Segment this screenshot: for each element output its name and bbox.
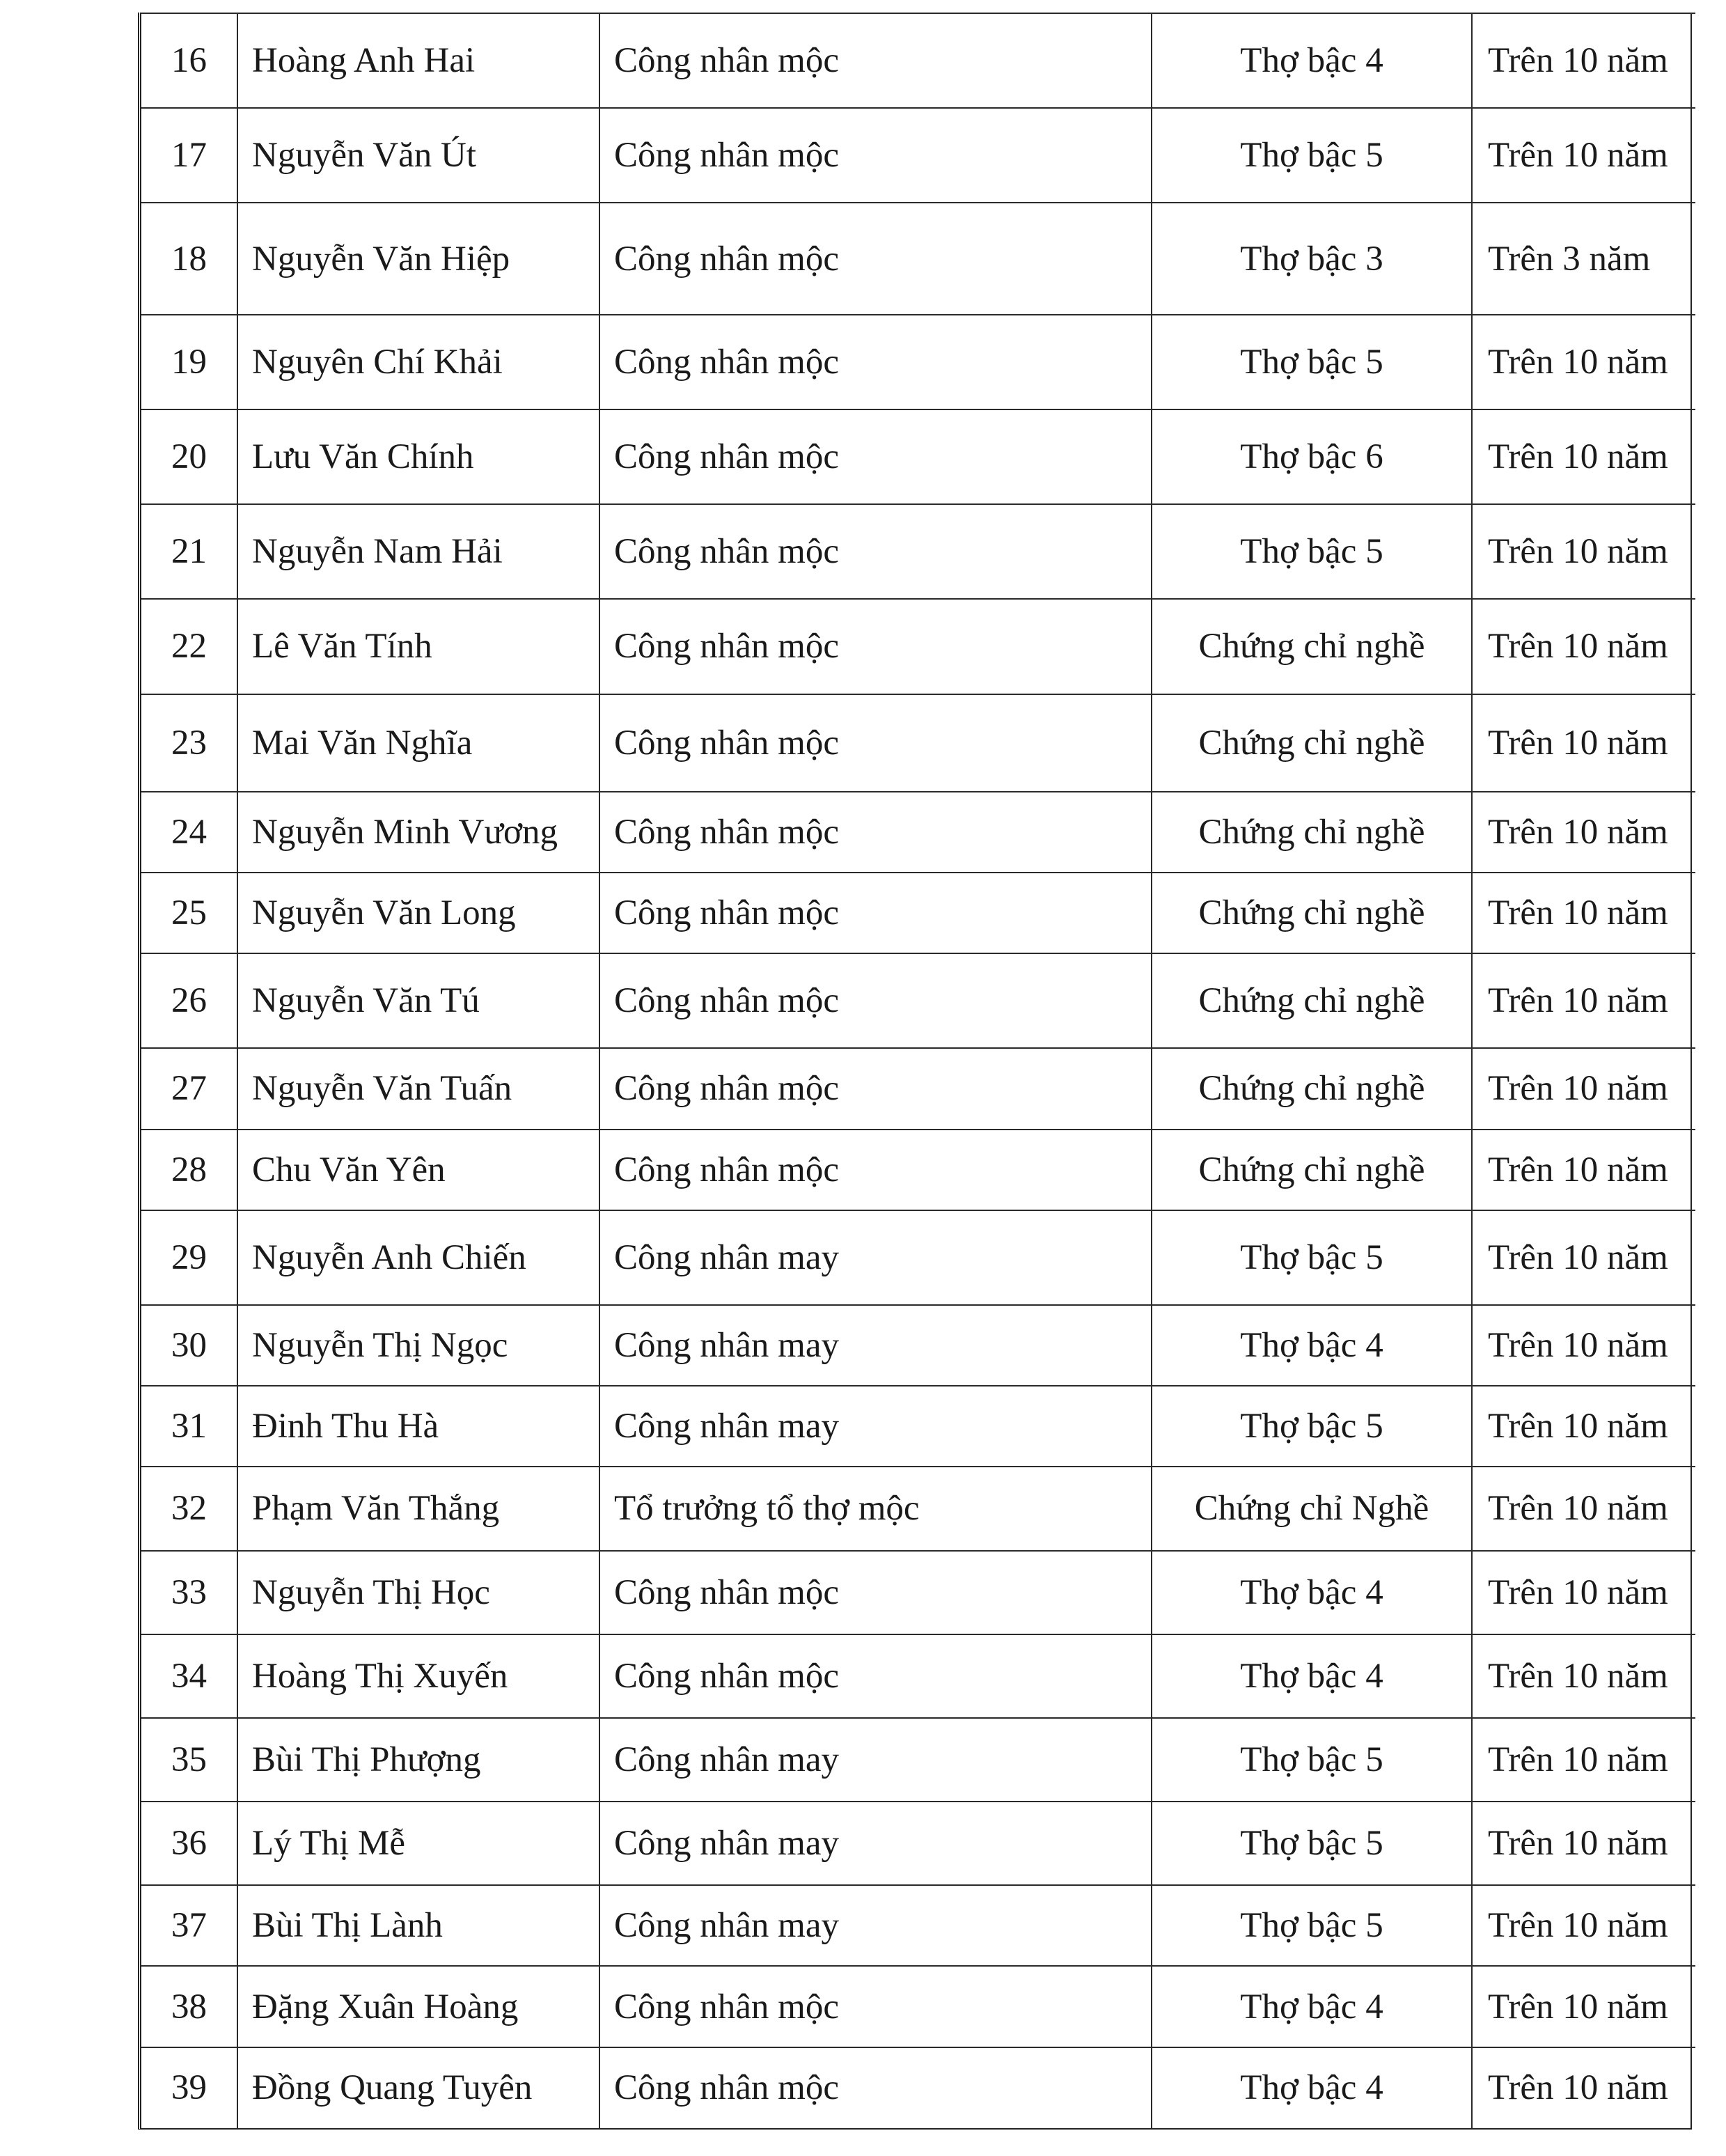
row-number-cell: 17 (141, 108, 237, 203)
table-row (141, 13, 1695, 108)
experience-cell: Trên 10 năm (1472, 1048, 1695, 1129)
experience-cell: Trên 10 năm (1472, 1305, 1695, 1386)
employee-name-cell: Nguyễn Thị Học (237, 1551, 599, 1634)
skill-level-cell: Thợ bậc 4 (1152, 1966, 1472, 2047)
job-title-cell: Công nhân mộc (599, 203, 1152, 314)
skill-level-cell: Thợ bậc 3 (1152, 203, 1472, 314)
row-number-cell: 27 (141, 1048, 237, 1129)
row-number-cell: 38 (141, 1966, 237, 2047)
job-title-cell: Công nhân mộc (599, 2047, 1152, 2128)
row-number-cell: 19 (141, 315, 237, 409)
table-row (141, 1048, 1695, 1129)
skill-level-cell: Thợ bậc 5 (1152, 1802, 1472, 1885)
job-title-cell: Công nhân mộc (599, 792, 1152, 873)
table-row (141, 1885, 1695, 1966)
employee-name-cell: Lưu Văn Chính (237, 409, 599, 504)
table-row (141, 1305, 1695, 1386)
job-title-cell: Công nhân may (599, 1386, 1152, 1467)
row-number-cell: 25 (141, 873, 237, 953)
table-row (141, 315, 1695, 409)
experience-cell: Trên 3 năm (1472, 203, 1695, 314)
skill-level-cell: Thợ bậc 5 (1152, 108, 1472, 203)
row-number-cell: 21 (141, 504, 237, 599)
job-title-cell: Công nhân may (599, 1305, 1152, 1386)
row-number-cell: 28 (141, 1130, 237, 1210)
skill-level-cell: Chứng chỉ nghề (1152, 792, 1472, 873)
job-title-cell: Công nhân mộc (599, 1048, 1152, 1129)
experience-cell: Trên 10 năm (1472, 694, 1695, 792)
row-number-cell: 26 (141, 953, 237, 1048)
employee-name-cell: Bùi Thị Lành (237, 1885, 599, 1966)
job-title-cell: Công nhân may (599, 1885, 1152, 1966)
job-title-cell: Công nhân mộc (599, 108, 1152, 203)
table-row (141, 792, 1695, 873)
job-title-cell: Công nhân may (599, 1210, 1152, 1305)
row-number-cell: 31 (141, 1386, 237, 1467)
job-title-cell: Công nhân mộc (599, 1634, 1152, 1718)
experience-cell: Trên 10 năm (1472, 1885, 1695, 1966)
table-row (141, 873, 1695, 953)
job-title-cell: Công nhân mộc (599, 1966, 1152, 2047)
table-row (141, 1210, 1695, 1305)
table-row (141, 599, 1695, 694)
row-number-cell: 23 (141, 694, 237, 792)
table-row (141, 203, 1695, 314)
row-number-cell: 30 (141, 1305, 237, 1386)
table-row (141, 409, 1695, 504)
experience-cell: Trên 10 năm (1472, 1210, 1695, 1305)
employee-name-cell: Hoàng Thị Xuyến (237, 1634, 599, 1718)
employee-name-cell: Nguyễn Anh Chiến (237, 1210, 599, 1305)
row-number-cell: 34 (141, 1634, 237, 1718)
experience-cell: Trên 10 năm (1472, 1551, 1695, 1634)
row-number-cell: 22 (141, 599, 237, 694)
job-title-cell: Công nhân mộc (599, 599, 1152, 694)
skill-level-cell: Thợ bậc 5 (1152, 1386, 1472, 1467)
experience-cell: Trên 10 năm (1472, 1966, 1695, 2047)
experience-cell: Trên 10 năm (1472, 873, 1695, 953)
skill-level-cell: Thợ bậc 4 (1152, 1305, 1472, 1386)
row-number-cell: 24 (141, 792, 237, 873)
employee-name-cell: Hoàng Anh Hai (237, 13, 599, 108)
row-number-cell: 18 (141, 203, 237, 314)
experience-cell: Trên 10 năm (1472, 504, 1695, 599)
table-row (141, 1386, 1695, 1467)
experience-cell: Trên 10 năm (1472, 1802, 1695, 1885)
job-title-cell: Công nhân mộc (599, 953, 1152, 1048)
row-number-cell: 36 (141, 1802, 237, 1885)
job-title-cell: Công nhân mộc (599, 13, 1152, 108)
row-number-cell: 32 (141, 1467, 237, 1550)
table-row (141, 1467, 1695, 1550)
table-row (141, 1966, 1695, 2047)
job-title-cell: Công nhân mộc (599, 1551, 1152, 1634)
employee-name-cell: Chu Văn Yên (237, 1130, 599, 1210)
experience-cell: Trên 10 năm (1472, 1634, 1695, 1718)
table-row (141, 953, 1695, 1048)
experience-cell: Trên 10 năm (1472, 1130, 1695, 1210)
experience-cell: Trên 10 năm (1472, 1467, 1695, 1550)
skill-level-cell: Chứng chỉ nghề (1152, 873, 1472, 953)
row-number-cell: 20 (141, 409, 237, 504)
job-title-cell: Công nhân mộc (599, 1130, 1152, 1210)
skill-level-cell: Chứng chỉ nghề (1152, 953, 1472, 1048)
staff-table-body (141, 13, 1695, 2128)
employee-name-cell: Mai Văn Nghĩa (237, 694, 599, 792)
skill-level-cell: Thợ bậc 5 (1152, 504, 1472, 599)
job-title-cell: Tổ trưởng tổ thợ mộc (599, 1467, 1152, 1550)
document-page (138, 13, 1692, 2130)
table-row (141, 1130, 1695, 1210)
job-title-cell: Công nhân may (599, 1802, 1152, 1885)
employee-name-cell: Nguyên Chí Khải (237, 315, 599, 409)
employee-name-cell: Lê Văn Tính (237, 599, 599, 694)
employee-name-cell: Phạm Văn Thắng (237, 1467, 599, 1550)
skill-level-cell: Chứng chỉ nghề (1152, 1130, 1472, 1210)
employee-name-cell: Bùi Thị Phượng (237, 1718, 599, 1802)
staff-table (141, 13, 1695, 2128)
table-row (141, 694, 1695, 792)
skill-level-cell: Thợ bậc 5 (1152, 315, 1472, 409)
job-title-cell: Công nhân mộc (599, 409, 1152, 504)
skill-level-cell: Thợ bậc 4 (1152, 13, 1472, 108)
table-row (141, 1718, 1695, 1802)
employee-name-cell: Nguyễn Văn Tú (237, 953, 599, 1048)
skill-level-cell: Thợ bậc 4 (1152, 1551, 1472, 1634)
employee-name-cell: Lý Thị Mễ (237, 1802, 599, 1885)
job-title-cell: Công nhân mộc (599, 873, 1152, 953)
job-title-cell: Công nhân may (599, 1718, 1152, 1802)
experience-cell: Trên 10 năm (1472, 108, 1695, 203)
employee-name-cell: Nguyễn Minh Vương (237, 792, 599, 873)
row-number-cell: 39 (141, 2047, 237, 2128)
employee-name-cell: Nguyễn Thị Ngọc (237, 1305, 599, 1386)
row-number-cell: 33 (141, 1551, 237, 1634)
skill-level-cell: Chứng chỉ Nghề (1152, 1467, 1472, 1550)
employee-name-cell: Đinh Thu Hà (237, 1386, 599, 1467)
row-number-cell: 35 (141, 1718, 237, 1802)
skill-level-cell: Thợ bậc 5 (1152, 1885, 1472, 1966)
row-number-cell: 29 (141, 1210, 237, 1305)
skill-level-cell: Chứng chỉ nghề (1152, 694, 1472, 792)
experience-cell: Trên 10 năm (1472, 13, 1695, 108)
experience-cell: Trên 10 năm (1472, 792, 1695, 873)
skill-level-cell: Thợ bậc 5 (1152, 1718, 1472, 1802)
experience-cell: Trên 10 năm (1472, 599, 1695, 694)
table-row (141, 504, 1695, 599)
employee-name-cell: Nguyễn Nam Hải (237, 504, 599, 599)
employee-name-cell: Đồng Quang Tuyên (237, 2047, 599, 2128)
employee-name-cell: Đặng Xuân Hoàng (237, 1966, 599, 2047)
employee-name-cell: Nguyễn Văn Hiệp (237, 203, 599, 314)
skill-level-cell: Thợ bậc 4 (1152, 2047, 1472, 2128)
table-row (141, 2047, 1695, 2128)
skill-level-cell: Thợ bậc 6 (1152, 409, 1472, 504)
skill-level-cell: Thợ bậc 5 (1152, 1210, 1472, 1305)
skill-level-cell: Thợ bậc 4 (1152, 1634, 1472, 1718)
experience-cell: Trên 10 năm (1472, 1718, 1695, 1802)
table-row (141, 1802, 1695, 1885)
experience-cell: Trên 10 năm (1472, 409, 1695, 504)
table-row (141, 1551, 1695, 1634)
experience-cell: Trên 10 năm (1472, 2047, 1695, 2128)
experience-cell: Trên 10 năm (1472, 953, 1695, 1048)
employee-name-cell: Nguyễn Văn Long (237, 873, 599, 953)
job-title-cell: Công nhân mộc (599, 315, 1152, 409)
experience-cell: Trên 10 năm (1472, 1386, 1695, 1467)
job-title-cell: Công nhân mộc (599, 504, 1152, 599)
employee-name-cell: Nguyễn Văn Út (237, 108, 599, 203)
row-number-cell: 16 (141, 13, 237, 108)
table-row (141, 108, 1695, 203)
table-row (141, 1634, 1695, 1718)
row-number-cell: 37 (141, 1885, 237, 1966)
skill-level-cell: Chứng chỉ nghề (1152, 599, 1472, 694)
job-title-cell: Công nhân mộc (599, 694, 1152, 792)
skill-level-cell: Chứng chỉ nghề (1152, 1048, 1472, 1129)
experience-cell: Trên 10 năm (1472, 315, 1695, 409)
employee-name-cell: Nguyễn Văn Tuấn (237, 1048, 599, 1129)
